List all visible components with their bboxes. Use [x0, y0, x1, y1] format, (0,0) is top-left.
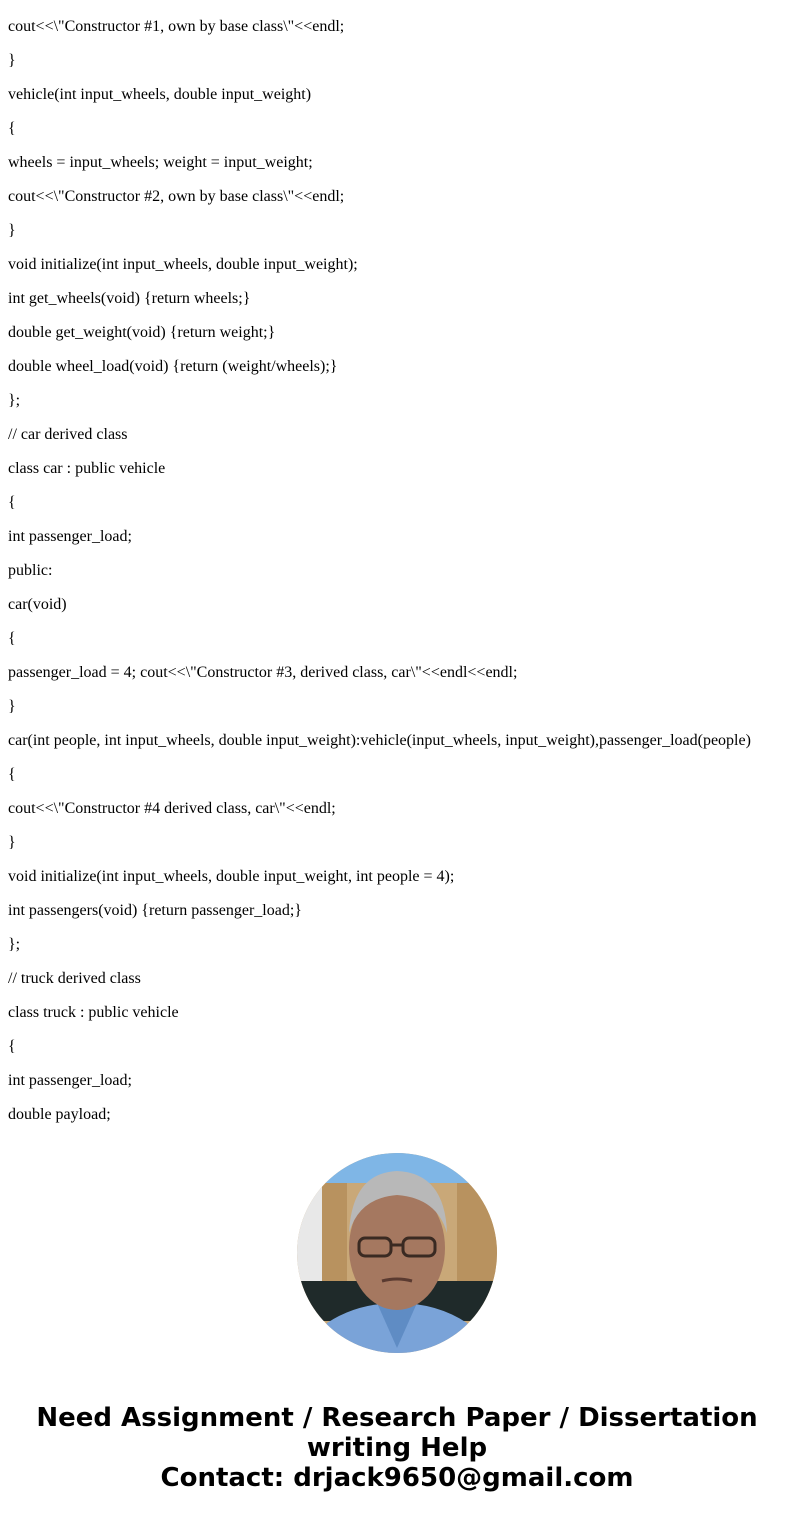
- code-line: };: [8, 392, 21, 409]
- code-line: {: [8, 494, 16, 511]
- footer-contact: [0, 1403, 794, 1493]
- code-line: };: [8, 936, 21, 953]
- code-line: cout<<\"Constructor #2, own by base class\"<<endl;: [8, 188, 345, 205]
- code-line: {: [8, 630, 16, 647]
- code-line: }: [8, 52, 16, 69]
- person-portrait-icon: [297, 1153, 497, 1353]
- code-line: car(void): [8, 596, 67, 613]
- code-line: double payload;: [8, 1106, 111, 1123]
- code-line: }: [8, 834, 16, 851]
- code-line: {: [8, 1038, 16, 1055]
- code-line: int passengers(void) {return passenger_load;}: [8, 902, 302, 919]
- code-line: // truck derived class: [8, 970, 141, 987]
- code-line: // car derived class: [8, 426, 128, 443]
- code-line: public:: [8, 562, 53, 579]
- code-line: double get_weight(void) {return weight;}: [8, 324, 276, 341]
- code-line: wheels = input_wheels; weight = input_weight;: [8, 154, 313, 171]
- code-line: int passenger_load;: [8, 1072, 132, 1089]
- code-line: }: [8, 698, 16, 715]
- code-line: int get_wheels(void) {return wheels;}: [8, 290, 251, 307]
- code-line: }: [8, 222, 16, 239]
- code-line: void initialize(int input_wheels, double input_weight, int people = 4);: [8, 868, 455, 885]
- code-line: class truck : public vehicle: [8, 1004, 179, 1021]
- code-line: {: [8, 766, 16, 783]
- code-line: class car : public vehicle: [8, 460, 166, 477]
- code-line: cout<<\"Constructor #4 derived class, car\"<<endl;: [8, 800, 336, 817]
- footer-line-1: Need Assignment / Research Paper / Dissertation: [36, 1403, 758, 1433]
- code-listing: [8, 0, 751, 1132]
- footer-contact-email: Contact: drjack9650@gmail.com: [160, 1463, 634, 1493]
- code-line: {: [8, 120, 16, 137]
- code-line: double wheel_load(void) {return (weight/wheels);}: [8, 358, 338, 375]
- code-line: passenger_load = 4; cout<<\"Constructor #3, derived class, car\"<<endl<<endl;: [8, 664, 518, 681]
- code-line: car(int people, int input_wheels, double input_weight):vehicle(input_wheels, input_weight),passenger_load(people): [8, 732, 751, 749]
- code-line: vehicle(int input_wheels, double input_weight): [8, 86, 312, 103]
- code-line: int passenger_load;: [8, 528, 132, 545]
- code-line: cout<<\"Constructor #1, own by base class\"<<endl;: [8, 18, 345, 35]
- profile-photo: [297, 1153, 497, 1353]
- code-line: void initialize(int input_wheels, double input_weight);: [8, 256, 358, 273]
- footer-line-2: writing Help: [306, 1433, 488, 1463]
